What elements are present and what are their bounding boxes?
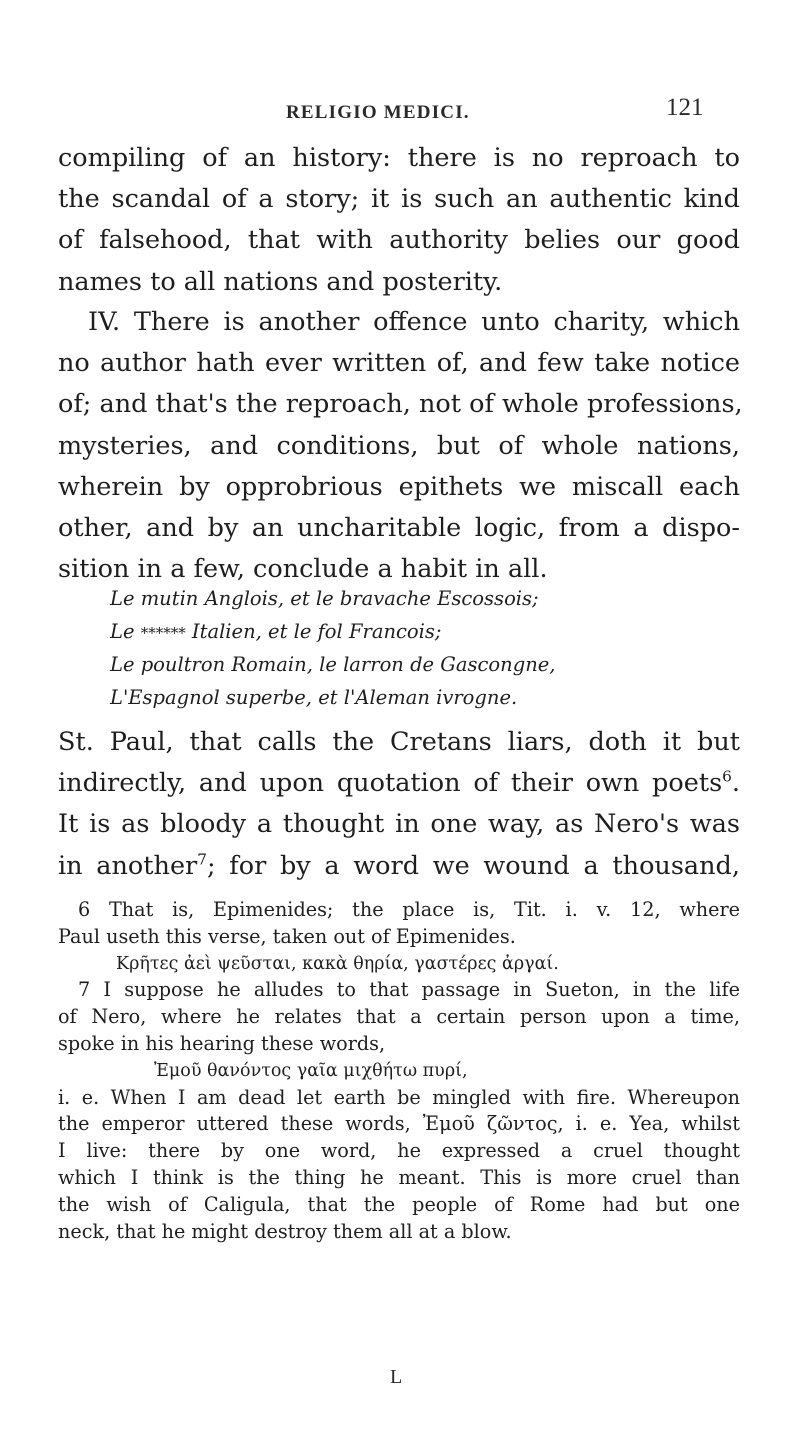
st-paul-paragraph: [58, 722, 740, 887]
footnote-6-line: Paul useth this verse, taken out of Epimenides.: [58, 924, 516, 948]
footnotes: [58, 897, 740, 1245]
greek-quotation: Κρῆτες ἀεὶ ψεῦσται, κακὰ θηρία, γαστέρες ἀργαί.: [116, 953, 559, 974]
verse-line: [110, 616, 556, 650]
text-fragment: indirectly, and upon quotation of their own poets: [58, 768, 723, 799]
footnote-7-line: the emperor uttered these words, Ἐμοῦ ζῶντος, i. e. Yea, whilst: [58, 1112, 740, 1136]
footnote-7-line: neck, that he might destroy them all at a blow.: [58, 1219, 512, 1243]
text-fragment: ; for by a word we wound a thousand,: [206, 850, 740, 881]
page-number: 121: [666, 94, 704, 121]
text-line: [58, 846, 740, 887]
text-line: St. Paul, that calls the Cretans liars, doth it but: [58, 727, 740, 757]
text-line: of falsehood, that with authority belies our good: [58, 225, 740, 256]
signature-mark: L: [390, 1366, 403, 1388]
text-line: compiling of an history: there is no reproach to: [58, 143, 740, 173]
footnote-ref-7: 7: [197, 850, 207, 869]
text-line: no author hath ever written of, and few take notice: [58, 348, 740, 379]
verse-line: Le poultron Romain, le larron de Gascongne,: [110, 653, 556, 676]
text-line: other, and by an uncharitable logic, from a dispo-: [58, 513, 740, 544]
text-line: of; and that's the reproach, not of whole professions,: [58, 389, 743, 420]
footnote-7-line: 7 I suppose he alludes to that passage in Sueton, in the life: [78, 978, 740, 1002]
verse-text: Le: [110, 619, 141, 643]
censored-stars: ******: [140, 623, 186, 642]
verse-line: Le mutin Anglois, et le bravache Escossois;: [110, 587, 539, 610]
footnote-7-line: which I think is the thing he meant. This is more cruel than: [58, 1165, 740, 1189]
footnote-ref-6: 6: [722, 767, 732, 786]
text-line: the scandal of a story; it is such an authentic kind: [58, 184, 740, 215]
text-line: [58, 763, 740, 804]
text-line: sition in a few, conclude a habit in all.: [58, 554, 548, 585]
section-iv-paragraph: [58, 302, 743, 590]
footnote-7-line: I live: there by one word, he expressed a cruel thought: [58, 1139, 740, 1163]
verse-text: Italien, et le fol Francois;: [185, 619, 442, 643]
paragraph-continuation: [58, 138, 740, 303]
text-fragment: in another: [58, 850, 198, 881]
french-verse: [110, 583, 556, 714]
footnote-7-line: the wish of Caligula, that the people of Rome had but one: [58, 1192, 740, 1216]
text-fragment: .: [731, 768, 740, 799]
footnote-7-line: spoke in his hearing these words,: [58, 1031, 386, 1055]
text-line: names to all nations and posterity.: [58, 266, 503, 297]
text-line: It is as bloody a thought in one way, as Nero's was: [58, 809, 740, 840]
running-title: RELIGIO MEDICI.: [286, 102, 470, 123]
footnote-7-line: i. e. When I am dead let earth be mingled with fire. Whereupon: [58, 1085, 740, 1109]
text-line: wherein by opprobrious epithets we miscall each: [58, 471, 740, 502]
greek-quotation: Ἐμοῦ θανόντος γαῖα μιχθήτω πυρί,: [154, 1060, 468, 1081]
text-line: IV. There is another offence unto charity, which: [88, 307, 740, 337]
footnote-6-line: 6 That is, Epimenides; the place is, Tit. i. v. 12, where: [78, 898, 740, 921]
footnote-7-line: of Nero, where he relates that a certain person upon a time,: [58, 1005, 740, 1029]
verse-line: L'Espagnol superbe, et l'Aleman ivrogne.: [110, 685, 518, 709]
text-line: mysteries, and conditions, but of whole nations,: [58, 430, 740, 461]
